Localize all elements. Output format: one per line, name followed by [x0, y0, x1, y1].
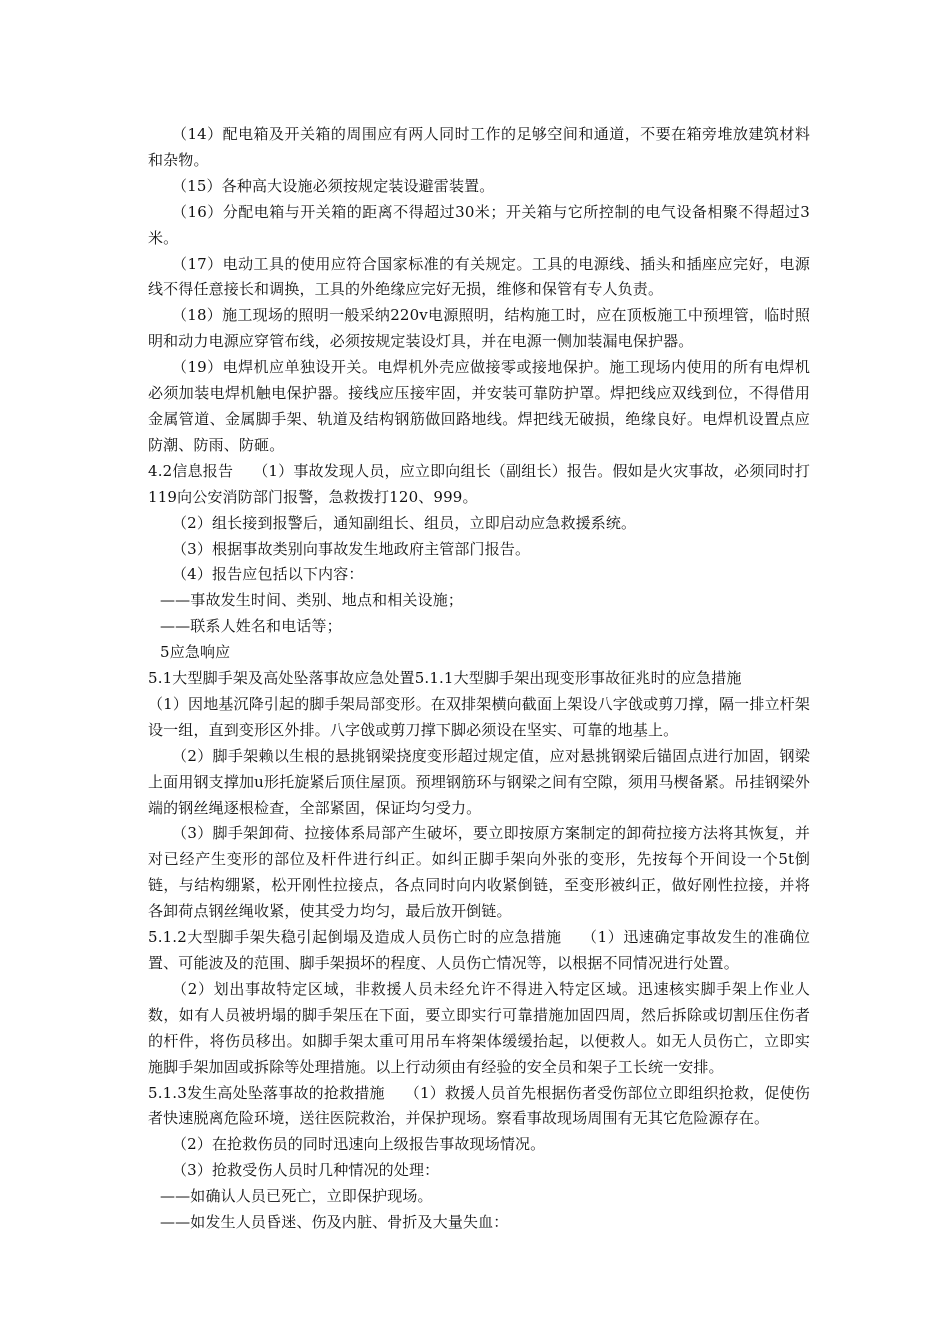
section-5-1-1-item-1: （1）因地基沉降引起的脚手架局部变形。在双排架横向截面上架设八字戗或剪刀撑，隔一排立杆架设一组，直到变形区外排。八字戗或剪刀撑下脚必须设在坚实、可靠的地基上。	[148, 694, 810, 739]
section-5-1-2-paragraph	[148, 925, 810, 977]
document-body	[148, 122, 810, 1236]
section-4-2-item-2: （2）组长接到报警后，通知副组长、组员，立即启动应急救援系统。	[172, 513, 637, 532]
paragraph-item-15: （15）各种高大设施必须按规定装设避雷装置。	[172, 176, 495, 195]
section-5-1-2-item-2: （2）划出事故特定区域，非救援人员未经允许不得进入特定区域。迅速核实脚手架上作业人数，如有人员被坍塌的脚手架压在下面，要立即实行可靠措施加固四周，然后拆除或切割压住伤者的杆件，将伤员移出。如脚手架太重可用吊车将架体缓缓抬起，以便救人。如无人员伤亡，立即实施脚手架加固或拆除等处理措施。以上行动须由有经验的安全员和架子工长统一安排。	[148, 979, 810, 1076]
section-5-1-2-heading: 5.1.2大型脚手架失稳引起倒塌及造成人员伤亡时的应急措施	[148, 928, 562, 947]
section-5-heading: 5应急响应	[160, 643, 231, 662]
section-5-1-3-item-3: （3）抢救受伤人员时几种情况的处理：	[172, 1161, 440, 1180]
section-4-2-item-4: （4）报告应包括以下内容：	[172, 565, 364, 584]
paragraph-item-16: （16）分配电箱与开关箱的距离不得超过30米；开关箱与它所控制的电气设备相聚不得超过3米。	[148, 202, 810, 247]
paragraph-item-18: （18）施工现场的照明一般采纳220v电源照明，结构施工时，应在顶板施工中预埋管，临时照明和动力电源应穿管布线，必须按规定装设灯具，并在电源一侧加装漏电保护器。	[148, 306, 810, 351]
report-content-time: ——事故发生时间、类别、地点和相关设施；	[160, 591, 464, 610]
report-content-contact: ——联系人姓名和电话等；	[160, 617, 342, 636]
section-4-2-paragraph	[148, 459, 810, 511]
section-5-1-3-item-1: （1）救援人员首先根据伤者受伤部位立即组织抢救，促使伤者快速脱离危险环境，送往医院救治，并保护现场。察看事故现场周围有无其它危险源存在。	[148, 1083, 810, 1128]
section-5-1-heading: 5.1大型脚手架及高处坠落事故应急处置5.1.1大型脚手架出现变形事故征兆时的应急措施	[148, 669, 742, 688]
section-4-2-item-1: （1）事故发现人员，应立即向组长（副组长）报告。假如是火灾事故，必须同时打119向公安消防部门报警，急救拨打120、999。	[148, 461, 811, 506]
section-5-1-2-item-1: （1）迅速确定事故发生的准确位置、可能波及的范围、脚手架损坏的程度、人员伤亡情况等，以根据不同情况进行处置。	[148, 928, 811, 972]
section-4-2-item-3: （3）根据事故类别向事故发生地政府主管部门报告。	[172, 539, 531, 558]
paragraph-item-17: （17）电动工具的使用应符合国家标准的有关规定。工具的电源线、插头和插座应完好，电源线不得任意接长和调换，工具的外绝缘应完好无损，维修和保管有专人负责。	[148, 254, 810, 299]
section-5-1-1-item-3: （3）脚手架卸荷、拉接体系局部产生破坏，要立即按原方案制定的卸荷拉接方法将其恢复，并对已经产生变形的部位及杆件进行纠正。如纠正脚手架向外张的变形，先按每个开间设一个5t倒链，与结构绷紧，松开刚性拉接点，各点同时向内收紧倒链，至变形被纠正，做好刚性拉接，并将各卸荷点钢丝绳收紧，使其受力均匀，最后放开倒链。	[148, 824, 810, 921]
section-5-1-3-heading: 5.1.3发生高处坠落事故的抢救措施	[148, 1083, 385, 1102]
section-4-2-heading: 4.2信息报告	[148, 461, 234, 480]
section-5-1-1-item-2: （2）脚手架赖以生根的悬挑钢梁挠度变形超过规定值，应对悬挑钢梁后锚固点进行加固，钢梁上面用钢支撑加u形托旋紧后顶住屋顶。预埋钢筋环与钢梁之间有空隙，须用马楔备紧。吊挂钢梁外端的钢丝绳逐根检查，全部紧固，保证均匀受力。	[148, 746, 810, 817]
case-coma-injury: ——如发生人员昏迷、伤及内脏、骨折及大量失血：	[160, 1213, 509, 1232]
paragraph-item-19: （19）电焊机应单独设开关。电焊机外壳应做接零或接地保护。施工现场内使用的所有电焊机必须加装电焊机触电保护器。接线应压接牢固，并安装可靠防护罩。焊把线应双线到位，不得借用金属管道、金属脚手架、轨道及结构钢筋做回路地线。焊把线无破损，绝缘良好。电焊机设置点应防潮、防雨、防砸。	[148, 358, 810, 454]
case-confirmed-death: ——如确认人员已死亡，立即保护现场。	[160, 1187, 433, 1206]
paragraph-item-14: （14）配电箱及开关箱的周围应有两人同时工作的足够空间和通道，不要在箱旁堆放建筑材料和杂物。	[148, 125, 810, 169]
section-5-1-3-item-2: （2）在抢救伤员的同时迅速向上级报告事故现场情况。	[172, 1135, 546, 1154]
section-5-1-3-paragraph	[148, 1081, 810, 1133]
